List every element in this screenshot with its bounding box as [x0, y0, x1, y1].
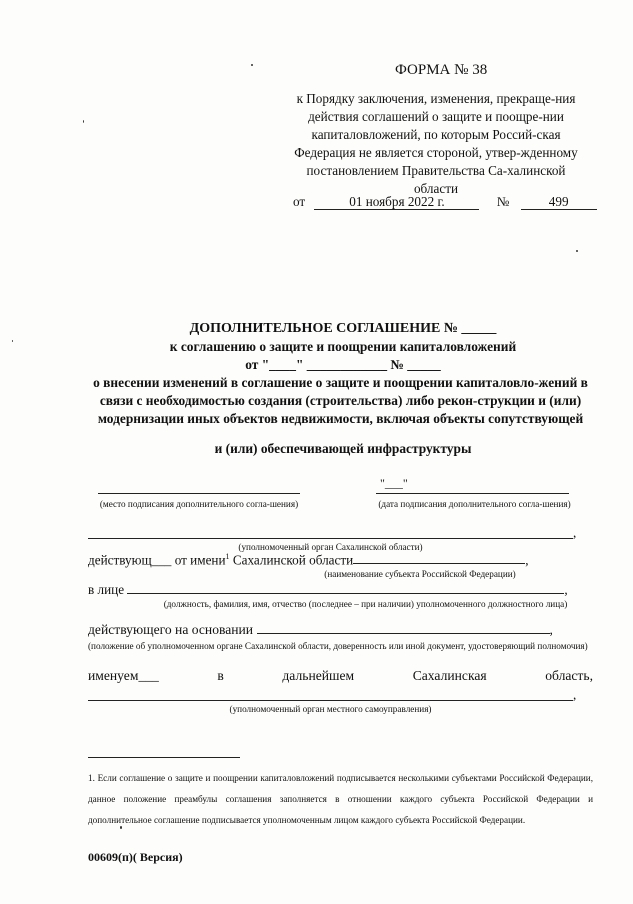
scan-speck [12, 340, 13, 342]
acting-label: действующ___ от имени [88, 552, 226, 568]
agreement-subheading: к соглашению о защите и поощрении капиталовложений [169, 339, 517, 354]
basis-fill-line[interactable] [257, 633, 550, 634]
person-label: в лице [88, 582, 125, 597]
subject-caption: (наименование субъекта Российской Федерации) [324, 569, 516, 579]
region-name: Сахалинской области [232, 552, 354, 568]
acting-row: действующ___ от имени$^1$ Сахалинской области , [88, 552, 529, 568]
basis-caption: (положение об уполномоченном органе Сахалинской области, доверенность или иной документ, удостоверяющий полномочия) [88, 641, 588, 651]
basis-label: действующего на основании [88, 622, 254, 637]
signing-date-line[interactable] [376, 493, 569, 494]
footnote-text: 1. Если соглашение о защите и поощрении капиталовложений подписывается несколькими субъектами Российской Федерации, данное положение преамбулы соглашения заполняется в отношении каждого субъекта Российской Федерации и дополнительное соглашение подписывается уполномоченным лицом каждого субъекта Российской Федерации. [88, 773, 593, 825]
signing-date-caption: (дата подписания дополнительного согла-шения) [378, 499, 571, 509]
resolution-date-line [293, 194, 597, 210]
order-reference: к Порядку заключения, изменения, прекраще-ния действия соглашений о защите и поощре-нии капиталовложений, по которым Россий-ская Федерация не является стороной, утвер-жденному постановлением Правительства Са-халинской области [294, 91, 578, 196]
version-code: 00609(п)( Версия) [88, 850, 183, 864]
scan-speck [83, 120, 84, 123]
named-word: в [217, 668, 224, 683]
named-row [88, 668, 593, 684]
signing-place-caption: (место подписания дополнительного согла-шения) [99, 499, 299, 509]
local-authority-caption: (уполномоченный орган местного самоуправления) [229, 704, 432, 714]
person-row: в лице , [88, 582, 568, 597]
person-fill-line[interactable] [127, 593, 564, 594]
footnote-mark: 1 [225, 552, 230, 561]
scan-speck [251, 64, 253, 66]
named-word: Сахалинская [412, 668, 487, 683]
person-caption: (должность, фамилия, имя, отчество (последнее – при наличии) уполномоченного должностного лица) [163, 599, 568, 609]
named-word: дальнейшем [282, 668, 355, 683]
from-label: от [293, 194, 306, 209]
authority-line[interactable] [88, 538, 573, 539]
local-authority-line[interactable] [88, 700, 573, 701]
scan-speck [120, 826, 122, 829]
agreement-purpose: о внесении изменений в соглашение о защите и поощрении капиталовло-жений в связи с необходимостью создания (строительства) либо рекон-струкции и (или) модернизации иных объектов недвижимости, включая объекты сопутствующей [93, 375, 588, 426]
resolution-date: 01 ноября 2022 г. [314, 195, 479, 210]
basis-row: действующего на основании , [88, 622, 553, 637]
number-label: № [496, 194, 510, 209]
footnote-separator [88, 757, 240, 758]
signing-place-line[interactable] [98, 493, 300, 494]
agreement-purpose-end: и (или) обеспечивающей инфраструктуры [214, 441, 472, 456]
resolution-number: 499 [521, 195, 597, 210]
scan-speck [576, 250, 578, 252]
named-word: именуем___ [88, 668, 159, 683]
form-number-title: ФОРМА № 38 [395, 62, 488, 78]
agreement-heading: ДОПОЛНИТЕЛЬНОЕ СОГЛАШЕНИЕ № _____ [189, 321, 497, 336]
date-quotes: "___" [380, 476, 408, 490]
comma: , [573, 525, 577, 540]
comma: , [573, 687, 577, 702]
named-word: область, [545, 668, 593, 683]
agreement-date-number: от "____" ____________ № _____ [245, 357, 441, 372]
subject-fill-line[interactable] [353, 563, 525, 564]
authority-caption: (уполномоченный орган Сахалинской области) [238, 542, 423, 552]
